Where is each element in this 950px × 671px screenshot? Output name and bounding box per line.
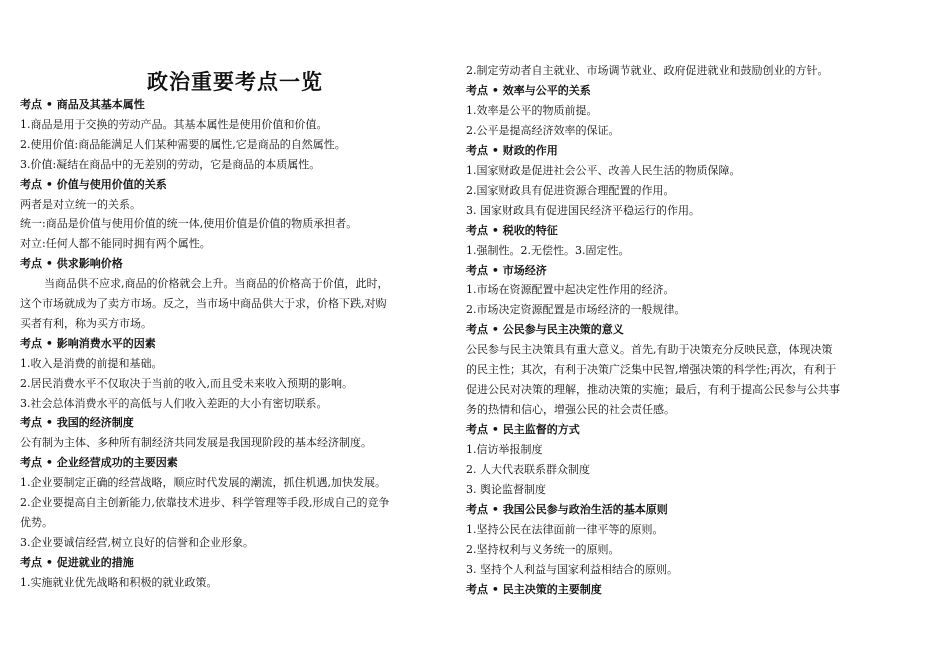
text-line: 1.国家财政是促进社会公平、改善人民生活的物质保障。 xyxy=(466,163,741,177)
text-line: 2.国家财政具有促进资源合理配置的作用。 xyxy=(466,183,675,197)
text-line: 的民主性；其次，有利于决策广泛集中民智,增强决策的科学性;再次，有利于 xyxy=(466,363,837,377)
section-heading: 考点 • 影响消费水平的因素 xyxy=(20,336,156,350)
section-heading: 考点 • 财政的作用 xyxy=(466,143,558,157)
section-heading: 考点 • 税收的特征 xyxy=(466,223,558,237)
text-line: 1.收入是消费的前提和基础。 xyxy=(20,356,163,370)
text-line: 1.企业要制定正确的经营战略，顺应时代发展的潮流，抓住机遇,加快发展。 xyxy=(20,476,386,490)
text-line: 这个市场就成为了卖方市场。反之，当市场中商品供大于求，价格下跌,对购 xyxy=(20,297,387,310)
text-line: 促进公民对决策的理解，推动决策的实施；最后，有利于提高公民参与公共事 xyxy=(466,383,840,397)
section-heading: 考点 • 民主监督的方式 xyxy=(466,423,580,437)
text-line: 1.商品是用于交换的劳动产品。其基本属性是使用价值和价值。 xyxy=(20,117,328,131)
text-line: 2.居民消费水平不仅取决于当前的收入,而且受未来收入预期的影响。 xyxy=(20,376,353,390)
text-line: 2.制定劳动者自主就业、市场调节就业、政府促进就业和鼓励创业的方针。 xyxy=(466,64,829,77)
text-line: 3. 舆论监督制度 xyxy=(466,482,546,496)
text-line: 3.社会总体消费水平的高低与人们收入差距的大小有密切联系。 xyxy=(20,396,328,410)
text-line: 买者有利，称为买方市场。 xyxy=(20,316,152,330)
text-line: 1.坚持公民在法律面前一律平等的原则。 xyxy=(466,522,664,536)
text-line: 2.使用价值:商品能满足人们某种需要的属性,它是商品的自然属性。 xyxy=(20,137,346,151)
text-line: 3. 国家财政具有促进国民经济平稳运行的作用。 xyxy=(466,203,700,217)
text-line: 1.效率是公平的物质前提。 xyxy=(466,103,598,117)
section-heading: 考点 • 民主决策的主要制度 xyxy=(466,582,602,596)
text-line: 1.市场在资源配置中起决定性作用的经济。 xyxy=(466,283,675,297)
section-heading: 考点 • 公民参与民主决策的意义 xyxy=(466,323,624,337)
text-line: 统一:商品是价值与使用价值的统一体,使用价值是价值的物质承担者。 xyxy=(20,217,358,231)
text-line: 1.实施就业优先战略和积极的就业政策。 xyxy=(20,575,218,589)
section-heading: 考点 • 市场经济 xyxy=(466,263,547,277)
text-line: 2.坚持权利与义务统一的原则。 xyxy=(466,542,620,556)
section-heading: 考点 • 我国公民参与政治生活的基本原则 xyxy=(466,502,668,516)
text-line: 2.市场决定资源配置是市场经济的一般规律。 xyxy=(466,303,686,317)
text-line: 1.强制性。2.无偿性。3.固定性。 xyxy=(466,243,630,257)
section-heading: 考点 • 我国的经济制度 xyxy=(20,416,134,430)
section-heading: 考点 • 效率与公平的关系 xyxy=(466,83,591,97)
text-line: 2.公平是提高经济效率的保证。 xyxy=(466,123,620,137)
text-line: 对立:任何人都不能同时拥有两个属性。 xyxy=(20,237,211,251)
section-heading: 考点 • 价值与使用价值的关系 xyxy=(20,177,167,191)
section-heading: 考点 • 企业经营成功的主要因素 xyxy=(20,456,178,470)
text-line: 优势。 xyxy=(20,515,53,529)
text-line: 3.企业要诚信经营,树立良好的信誉和企业形象。 xyxy=(20,535,254,549)
text-line: 公民参与民主决策具有重大意义。首先,有助于决策充分反映民意，体现决策 xyxy=(466,343,833,357)
text-line: 3.价值:凝结在商品中的无差别的劳动，它是商品的本质属性。 xyxy=(20,157,321,171)
section-heading: 考点 • 供求影响价格 xyxy=(20,257,123,271)
page-title: 政治重要考点一览 xyxy=(147,70,323,94)
text-line: 2.企业要提高自主创新能力,依靠技术进步、科学管理等手段,形成自己的竞争 xyxy=(20,496,390,509)
section-heading: 考点 • 商品及其基本属性 xyxy=(20,98,145,111)
text-line: 2. 人大代表联系群众制度 xyxy=(466,463,590,476)
text-line: 公有制为主体、多种所有制经济共同发展是我国现阶段的基本经济制度。 xyxy=(20,436,372,450)
text-line: 两者是对立统一的关系。 xyxy=(20,197,141,211)
text-line: 当商品供不应求,商品的价格就会上升。当商品的价格高于价值，此时， xyxy=(44,277,389,291)
text-line: 3. 坚持个人利益与国家利益相结合的原则。 xyxy=(466,562,678,576)
text-line: 务的热情和信心，增强公民的社会责任感。 xyxy=(466,403,675,417)
text-line: 1.信访举报制度 xyxy=(466,443,543,457)
section-heading: 考点 • 促进就业的措施 xyxy=(20,555,134,569)
